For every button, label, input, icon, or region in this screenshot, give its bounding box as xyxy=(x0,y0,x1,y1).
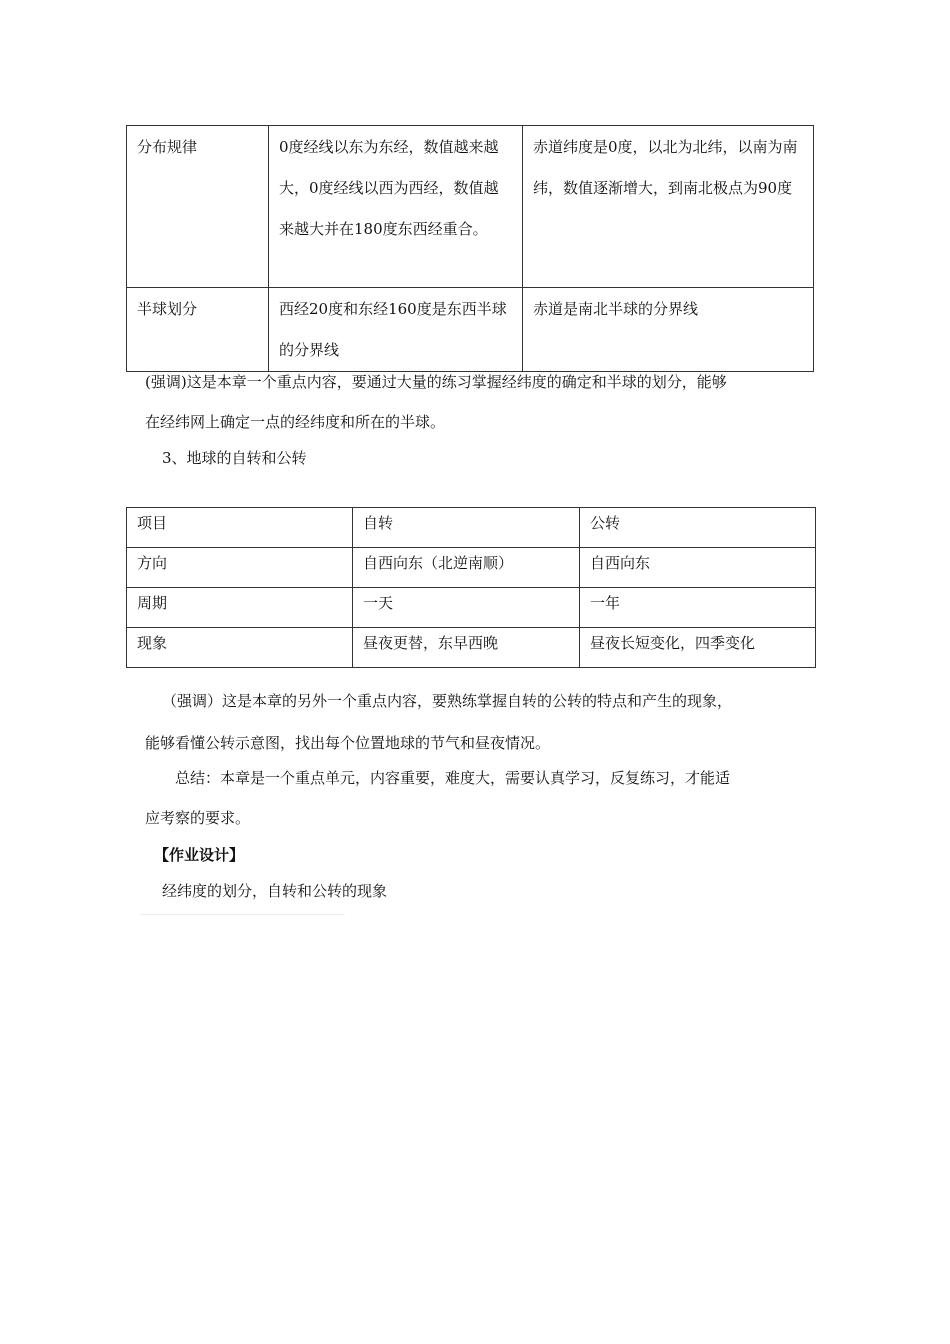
table-row xyxy=(127,628,816,668)
emphasis-paragraph-line: 在经纬网上确定一点的经纬度和所在的半球。 xyxy=(145,413,446,431)
table-cell: 现象 xyxy=(127,628,353,668)
table-header-row xyxy=(127,508,816,548)
table-row xyxy=(127,126,814,288)
table-cell: 赤道纬度是0度，以北为北纬，以南为南纬，数值逐渐增大，到南北极点为90度 xyxy=(523,126,814,288)
emphasis-paragraph-line: （强调）这是本章的另外一个重点内容，要熟练掌握自转的公转的特点和产生的现象， xyxy=(162,692,733,710)
table-row xyxy=(127,288,814,372)
table-cell: 一年 xyxy=(580,588,816,628)
rotation-revolution-table xyxy=(126,507,816,668)
table-row xyxy=(127,588,816,628)
table-cell: 周期 xyxy=(127,588,353,628)
table-cell: 自西向东 xyxy=(580,548,816,588)
table-cell: 半球划分 xyxy=(127,288,269,372)
table-cell: 0度经线以东为东经，数值越来越大，0度经线以西为西经，数值越来越大并在180度东西经重合。 xyxy=(269,126,523,288)
table-cell: 一天 xyxy=(353,588,580,628)
table-row xyxy=(127,548,816,588)
table-header-cell: 自转 xyxy=(353,508,580,548)
table-cell: 西经20度和东经160度是东西半球的分界线 xyxy=(269,288,523,372)
summary-paragraph-line: 总结：本章是一个重点单元，内容重要，难度大，需要认真学习，反复练习，才能适 xyxy=(175,769,731,787)
divider xyxy=(140,914,345,915)
table-cell: 赤道是南北半球的分界线 xyxy=(523,288,814,372)
section-heading: 3、地球的自转和公转 xyxy=(162,449,307,467)
summary-paragraph-line: 应考察的要求。 xyxy=(145,809,251,827)
table-cell: 分布规律 xyxy=(127,126,269,288)
table-cell: 方向 xyxy=(127,548,353,588)
table-header-cell: 项目 xyxy=(127,508,353,548)
emphasis-paragraph-line: 能够看懂公转示意图，找出每个位置地球的节气和昼夜情况。 xyxy=(145,734,551,752)
latitude-longitude-table xyxy=(126,125,814,372)
emphasis-paragraph-line: (强调)这是本章一个重点内容，要通过大量的练习掌握经纬度的确定和半球的划分，能够 xyxy=(145,373,727,391)
homework-heading: 【作业设计】 xyxy=(154,846,245,864)
table-cell: 自西向东（北逆南顺） xyxy=(353,548,580,588)
table-cell: 昼夜长短变化，四季变化 xyxy=(580,628,816,668)
table-cell: 昼夜更替，东早西晚 xyxy=(353,628,580,668)
homework-text: 经纬度的划分，自转和公转的现象 xyxy=(162,882,388,900)
table-header-cell: 公转 xyxy=(580,508,816,548)
